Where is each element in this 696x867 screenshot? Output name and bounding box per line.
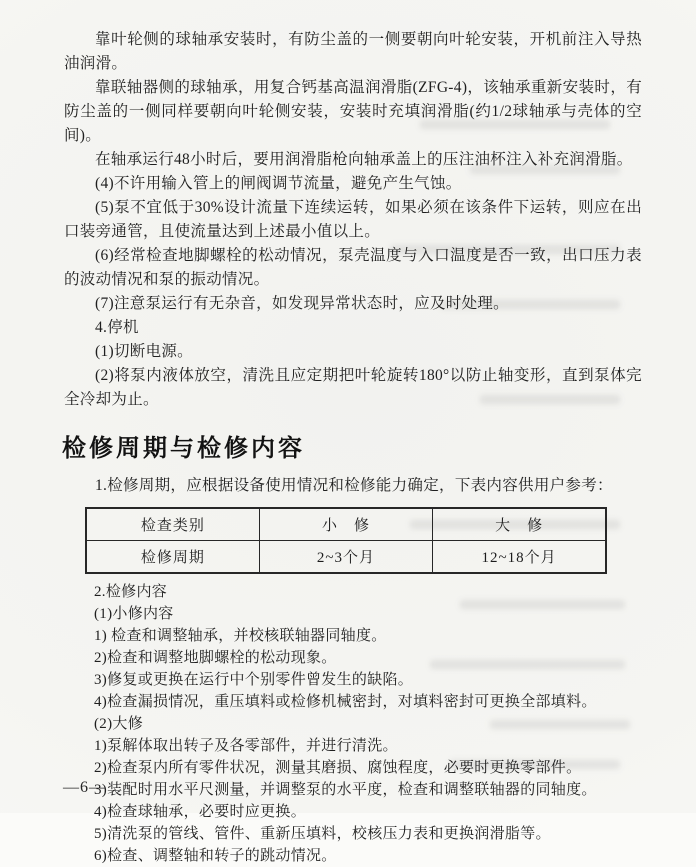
- paragraph: (1)小修内容: [94, 606, 174, 622]
- paragraph: (6)经常检查地脚螺栓的松动情况，泵壳温度与入口温度是否一致，出口压力表的波动情况和泵的振动情况。: [64, 247, 642, 288]
- repair-cycle-table: [85, 507, 607, 574]
- paragraph: (2)大修: [94, 716, 143, 732]
- table-cell: 2~3个月: [259, 541, 432, 574]
- paragraph: 靠叶轮侧的球轴承安装时，有防尘盖的一侧要朝向叶轮安装，开机前注入导热油润滑。: [64, 31, 642, 72]
- page-content: [64, 28, 642, 867]
- paragraph: (7)注意泵运行有无杂音，如发现异常状态时，应及时处理。: [95, 295, 509, 312]
- table-cell: 检修周期: [86, 541, 259, 574]
- paragraph: 2)检查和调整地脚螺栓的松动现象。: [94, 650, 337, 666]
- table-header-row: [86, 508, 606, 541]
- table-row: [86, 541, 606, 574]
- paragraph: (5)泵不宜低于30%设计流量下连续运转，如果必须在该条件下运转，则应在出口装旁通管，且使流量达到上述最小值以上。: [64, 199, 642, 240]
- paragraph: 4)检查漏损情况，重压填料或检修机械密封，对填料密封可更换全部填料。: [94, 694, 597, 710]
- paragraph: (1)切断电源。: [95, 343, 193, 360]
- table-header-cell: 检查类别: [86, 508, 259, 541]
- paragraph: 2.检修内容: [94, 584, 168, 600]
- paragraph: (2)将泵内液体放空，清洗且应定期把叶轮旋转180°以防止轴变形，直到泵体完全冷却为止。: [64, 367, 642, 408]
- paragraph: 1)泵解体取出转子及各零部件，并进行清洗。: [94, 738, 398, 754]
- paragraph: 1) 检查和调整轴承，并校核联轴器同轴度。: [94, 628, 387, 644]
- paragraph: 4.停机: [95, 319, 139, 336]
- paragraph: 4)检查球轴承，必要时应更换。: [94, 804, 306, 820]
- section-intro: 1.检修周期，应根据设备使用情况和检修能力确定，下表内容供用户参考：: [95, 477, 613, 494]
- table-cell: 12~18个月: [433, 541, 606, 574]
- page-number: —6—: [63, 779, 106, 796]
- paragraph: 6)检查、调整轴和转子的跳动情况。: [94, 848, 337, 864]
- paragraph: (4)不许用输入管上的闸阀调节流量，避免产生气蚀。: [95, 175, 462, 192]
- table-body: [86, 541, 606, 574]
- body-paragraphs: [64, 28, 642, 412]
- paragraph: 3)修复或更换在运行中个别零件曾发生的缺陷。: [94, 672, 414, 688]
- section-heading: 检修周期与检修内容: [62, 435, 305, 462]
- paragraph: 3)装配时用水平尺测量，并调整泵的水平度，检查和调整联轴器的同轴度。: [94, 782, 597, 798]
- paragraph: 在轴承运行48小时后，要用润滑脂枪向轴承盖上的压注油杯注入补充润滑脂。: [95, 151, 633, 168]
- paragraph: 2)检查泵内所有零件状况，测量其磨损、腐蚀程度，必要时更换零部件。: [94, 760, 582, 776]
- paragraph: 5)清洗泵的管线、管件、重新压填料，校核压力表和更换润滑脂等。: [94, 826, 551, 842]
- maintenance-items: [64, 581, 642, 867]
- table-header-cell: 小 修: [259, 508, 432, 541]
- paragraph: 靠联轴器侧的球轴承，用复合钙基高温润滑脂(ZFG-4)，该轴承重新安装时，有防尘盖的一侧同样要朝向叶轮侧安装，安装时充填润滑脂(约1/2球轴承与壳体的空间)。: [64, 79, 642, 144]
- table-header-cell: 大 修: [433, 508, 606, 541]
